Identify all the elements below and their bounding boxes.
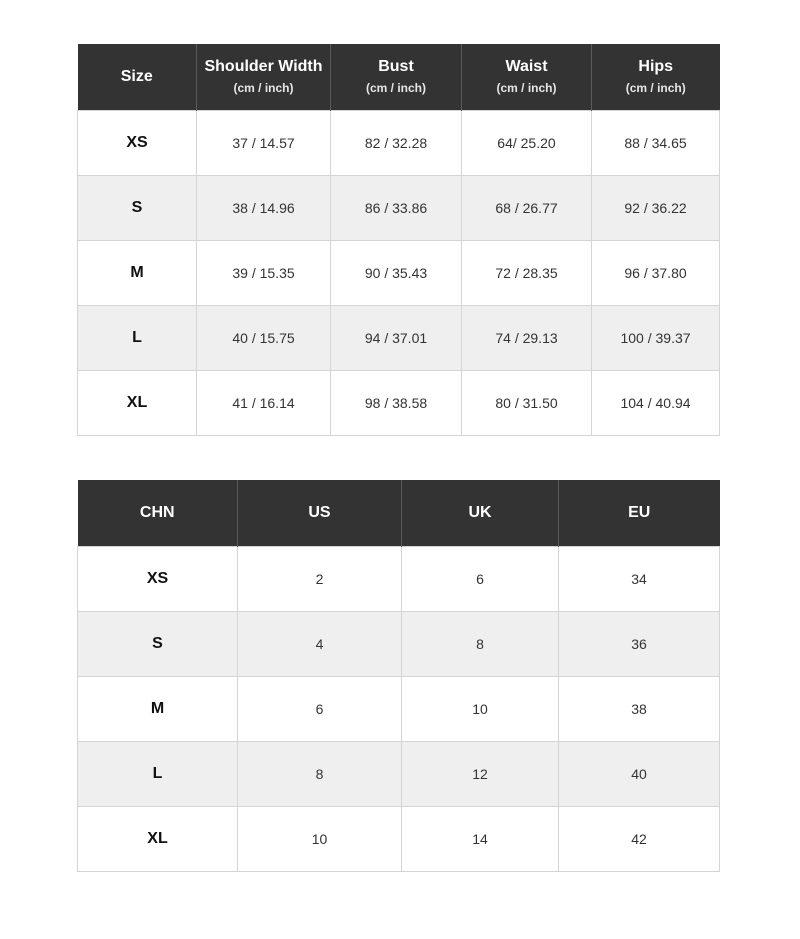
header-unit: (cm / inch) <box>496 80 557 95</box>
us-size-cell: 6 <box>238 677 402 742</box>
header-bust: Bust (cm / inch) <box>331 44 462 111</box>
table-row <box>78 306 720 371</box>
shoulder-width-cell: 37 / 14.57 <box>197 111 331 176</box>
hips-cell: 104 / 40.94 <box>592 371 720 436</box>
chn-size-cell: XL <box>78 807 238 872</box>
header-size: Size <box>78 44 197 111</box>
chn-size-cell: S <box>78 612 238 677</box>
hips-cell: 100 / 39.37 <box>592 306 720 371</box>
header-uk: UK <box>402 480 559 547</box>
header-unit: (cm / inch) <box>625 80 686 95</box>
header-eu: EU <box>559 480 720 547</box>
uk-size-cell: 8 <box>402 612 559 677</box>
header-chn: CHN <box>78 480 238 547</box>
eu-size-cell: 38 <box>559 677 720 742</box>
size-label: S <box>78 176 197 241</box>
hips-cell: 88 / 34.65 <box>592 111 720 176</box>
eu-size-cell: 40 <box>559 742 720 807</box>
uk-size-cell: 14 <box>402 807 559 872</box>
us-size-cell: 10 <box>238 807 402 872</box>
bust-cell: 98 / 38.58 <box>331 371 462 436</box>
table-row <box>78 241 720 306</box>
bust-cell: 94 / 37.01 <box>331 306 462 371</box>
us-size-cell: 8 <box>238 742 402 807</box>
size-label: XS <box>78 111 197 176</box>
waist-cell: 68 / 26.77 <box>462 176 592 241</box>
uk-size-cell: 12 <box>402 742 559 807</box>
shoulder-width-cell: 38 / 14.96 <box>197 176 331 241</box>
table-row <box>78 742 720 807</box>
header-waist: Waist (cm / inch) <box>462 44 592 111</box>
hips-cell: 96 / 37.80 <box>592 241 720 306</box>
uk-size-cell: 6 <box>402 547 559 612</box>
table-row <box>78 547 720 612</box>
table-row <box>78 371 720 436</box>
conversion-table-header-row <box>78 480 720 547</box>
size-label: L <box>78 306 197 371</box>
uk-size-cell: 10 <box>402 677 559 742</box>
chn-size-cell: XS <box>78 547 238 612</box>
shoulder-width-cell: 39 / 15.35 <box>197 241 331 306</box>
bust-cell: 90 / 35.43 <box>331 241 462 306</box>
waist-cell: 80 / 31.50 <box>462 371 592 436</box>
shoulder-width-cell: 41 / 16.14 <box>197 371 331 436</box>
table-row <box>78 111 720 176</box>
us-size-cell: 4 <box>238 612 402 677</box>
header-unit: (cm / inch) <box>233 80 294 95</box>
hips-cell: 92 / 36.22 <box>592 176 720 241</box>
size-measurement-table <box>77 44 720 436</box>
chn-size-cell: M <box>78 677 238 742</box>
header-shoulder-width: Shoulder Width (cm / inch) <box>197 44 331 111</box>
bust-cell: 82 / 32.28 <box>331 111 462 176</box>
waist-cell: 74 / 29.13 <box>462 306 592 371</box>
waist-cell: 64/ 25.20 <box>462 111 592 176</box>
us-size-cell: 2 <box>238 547 402 612</box>
bust-cell: 86 / 33.86 <box>331 176 462 241</box>
waist-cell: 72 / 28.35 <box>462 241 592 306</box>
eu-size-cell: 34 <box>559 547 720 612</box>
table-row <box>78 807 720 872</box>
shoulder-width-cell: 40 / 15.75 <box>197 306 331 371</box>
eu-size-cell: 42 <box>559 807 720 872</box>
table-row <box>78 677 720 742</box>
size-table-header-row <box>78 44 720 111</box>
table-row <box>78 612 720 677</box>
header-unit: (cm / inch) <box>365 80 426 95</box>
header-hips: Hips (cm / inch) <box>592 44 720 111</box>
size-conversion-table <box>77 480 720 872</box>
size-label: XL <box>78 371 197 436</box>
size-label: M <box>78 241 197 306</box>
table-row <box>78 176 720 241</box>
header-us: US <box>238 480 402 547</box>
eu-size-cell: 36 <box>559 612 720 677</box>
chn-size-cell: L <box>78 742 238 807</box>
